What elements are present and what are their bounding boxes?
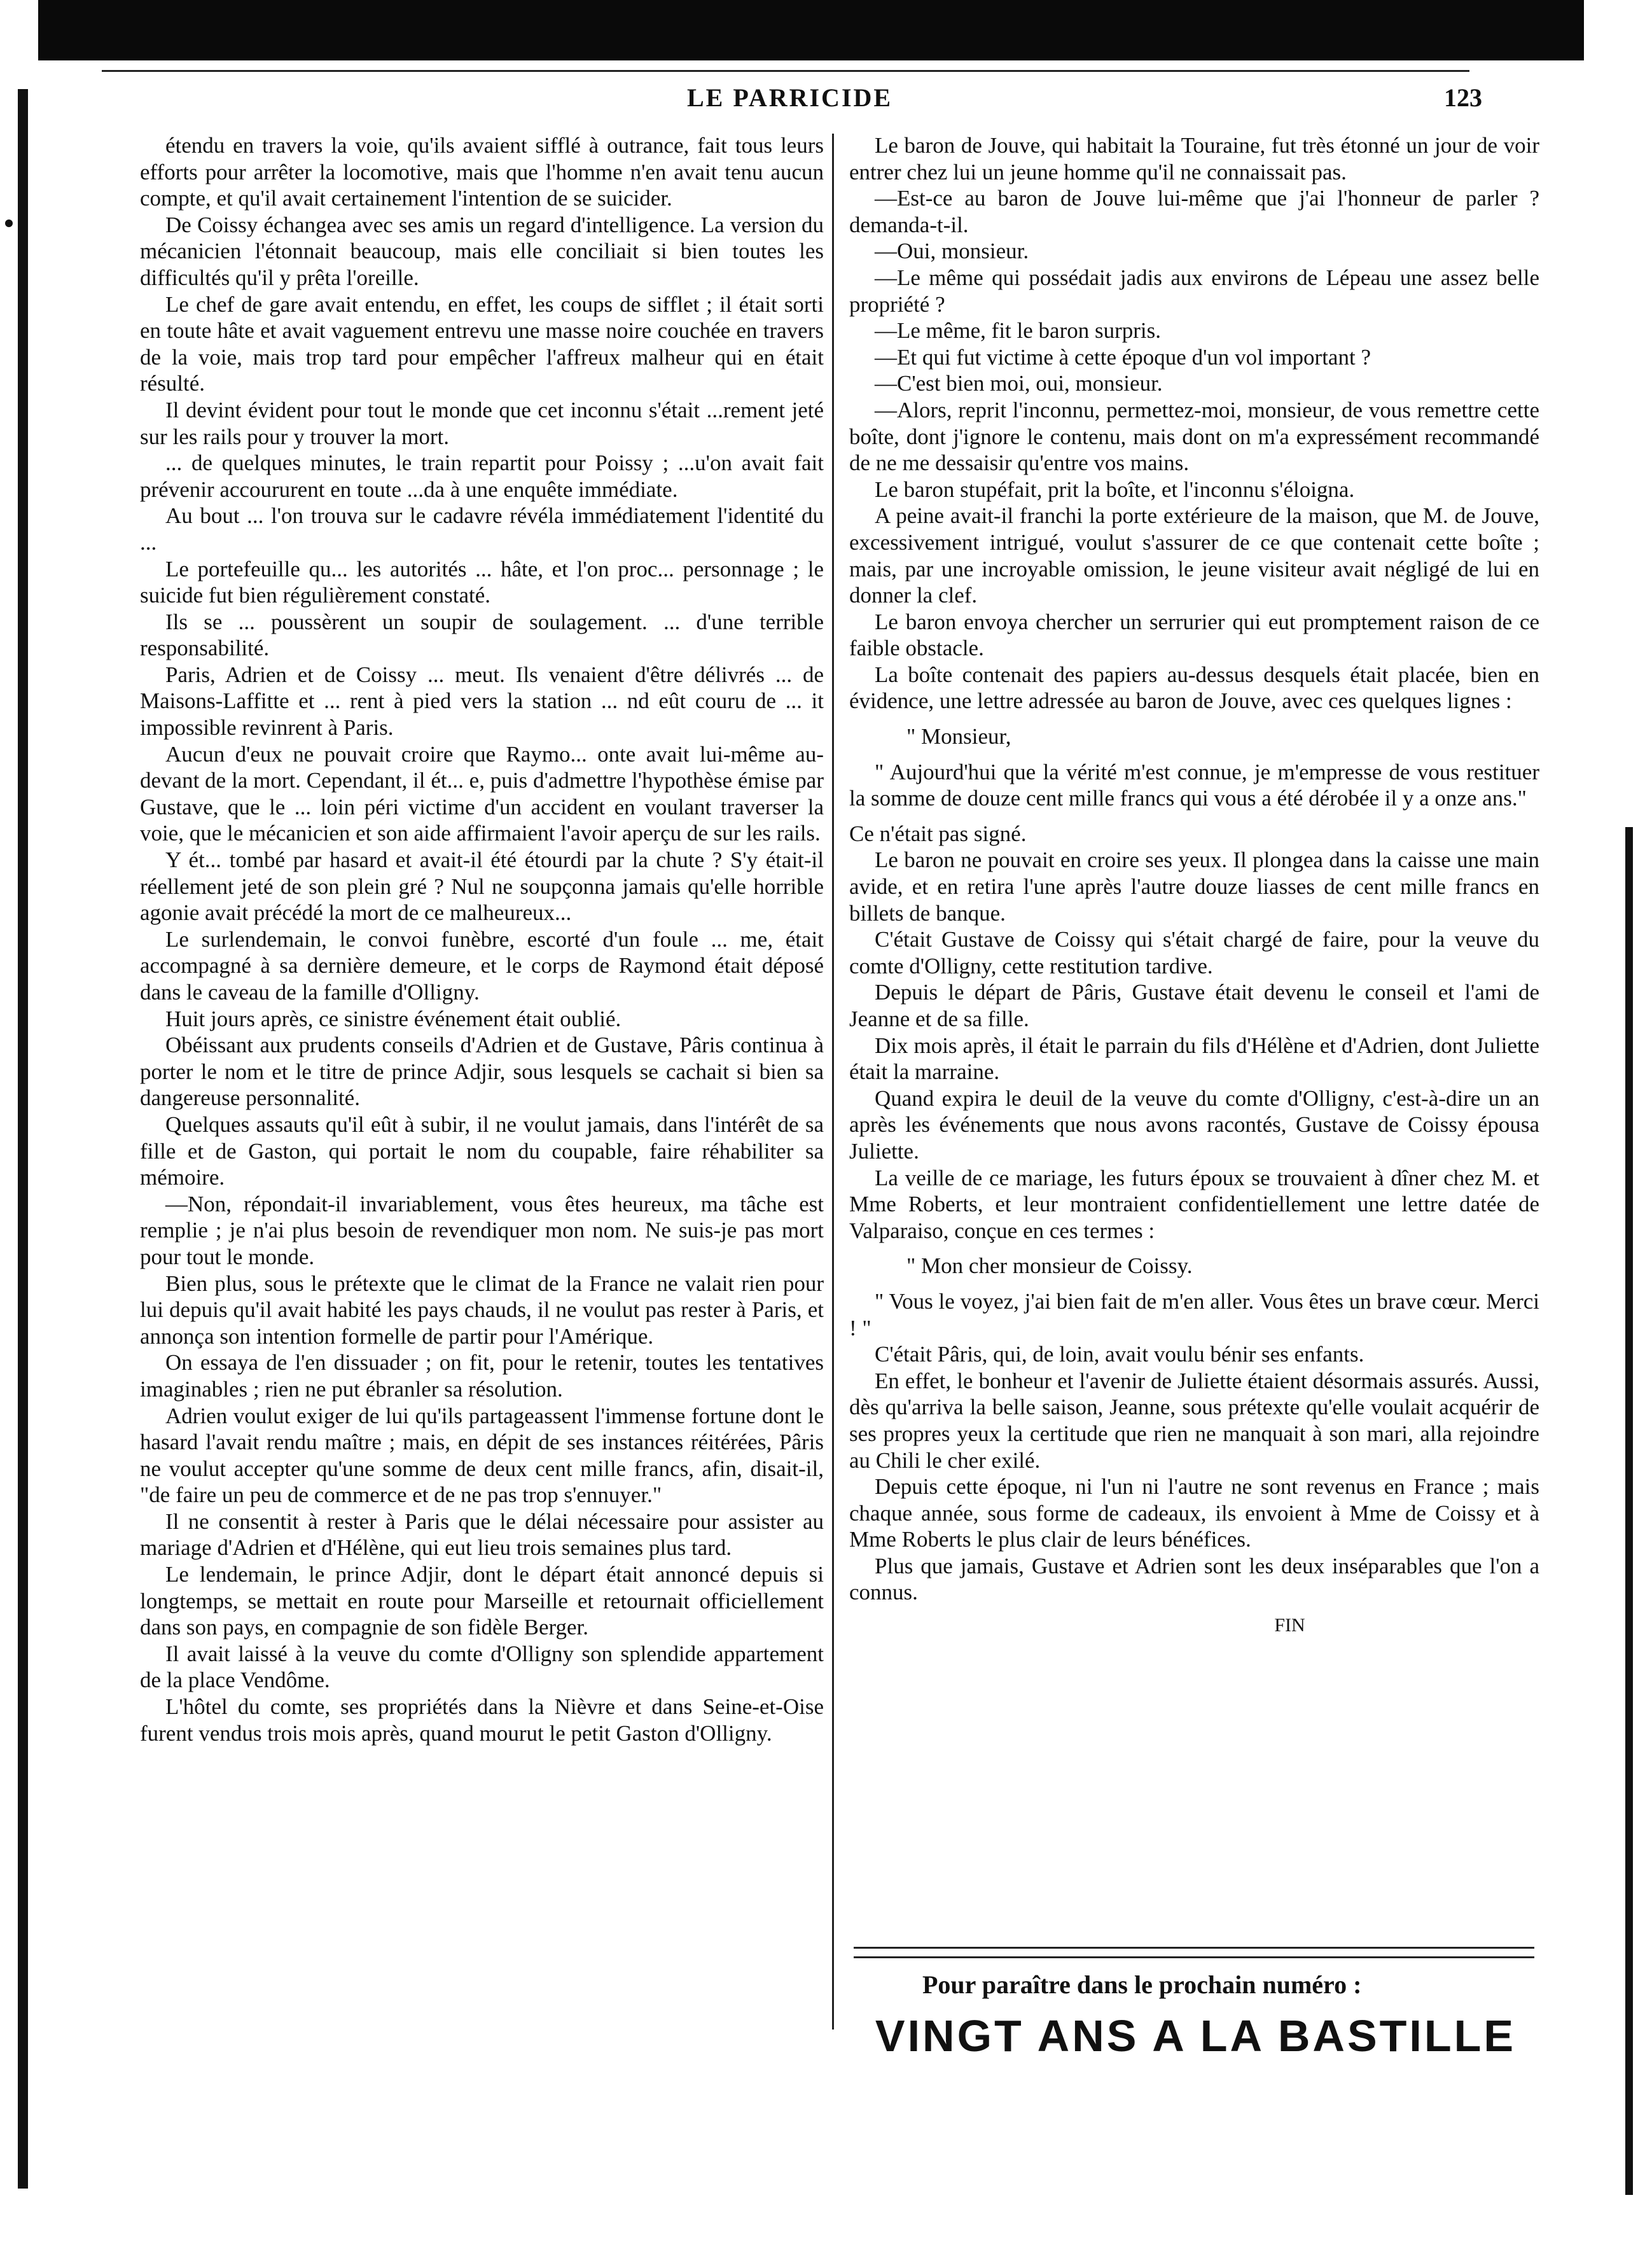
paragraph: Le baron de Jouve, qui habitait la Touraine, fut très étonné un jour de voir entrer chez lui un jeune homme qu'il ne connaissait pas.: [849, 133, 1539, 185]
paragraph: ... de quelques minutes, le train repartit pour Poissy ; ...u'on avait fait prévenir accoururent en toute ...da à une enquête immédiate.: [140, 450, 824, 502]
paragraph: Obéissant aux prudents conseils d'Adrien et de Gustave, Pâris continua à porter le nom et le titre de prince Adjir, sous lesquels se cachait si bien sa dangereuse personnalité.: [140, 1033, 824, 1111]
right-column-part-2: [849, 821, 1539, 1244]
paragraph: Bien plus, sous le prétexte que le climat de la France ne valait rien pour lui depuis qu'il avait habité les pays chauds, il ne voulut pas rester à Paris, et annonça son intention formelle de partir pour l'Amérique.: [140, 1271, 824, 1349]
scan-left-edge: [18, 89, 28, 2189]
header-rule: [102, 70, 1469, 72]
scan-speck: [5, 219, 13, 227]
paragraph: Paris, Adrien et de Coissy ... meut. Ils venaient d'être délivrés ... de Maisons-Laffitte et ... rent à pied vers la station ... nd eût couru de ... it impossible revinrent à Paris.: [140, 662, 824, 741]
paragraph: C'était Gustave de Coissy qui s'était chargé de faire, pour la veuve du comte d'Olligny, cette restitution tardive.: [849, 927, 1539, 978]
right-column-part-3: [849, 1341, 1539, 1606]
paragraph: —Non, répondait-il invariablement, vous êtes heureux, ma tâche est remplie ; je n'ai plus besoin de revendiquer mon nom. Ne suis-je pas mort pour tout le monde.: [140, 1191, 824, 1269]
letter-2-body: " Vous le voyez, j'ai bien fait de m'en aller. Vous êtes un brave cœur. Merci ! ": [849, 1288, 1539, 1340]
running-title: LE PARRICIDE: [687, 83, 893, 112]
left-column: [140, 132, 824, 1746]
announcement-title: VINGT ANS A LA BASTILLE: [875, 2011, 1517, 2061]
paragraph: On essaya de l'en dissuader ; on fit, pour le retenir, toutes les tentatives imaginables ; rien ne put ébranler sa résolution.: [140, 1350, 824, 1402]
announcement-rules: [854, 1947, 1534, 1958]
end-mark: FIN: [1274, 1615, 1305, 1636]
paragraph: De Coissy échangea avec ses amis un regard d'intelligence. La version du mécanicien l'étonnait beaucoup, mais elle conciliait si bien toutes les difficultés qu'il y prêta l'oreille.: [140, 212, 824, 290]
paragraph: Y ét... tombé par hasard et avait-il été étourdi par la chute ? S'y était-il réellement jeté de son plein gré ? Nul ne soupçonna jamais qu'elle horrible agonie avait précédé la mort de ce malheureux...: [140, 847, 824, 926]
scan-top-bar: [38, 0, 1584, 60]
paragraph: Il devint évident pour tout le monde que cet inconnu s'était ...rement jeté sur les rails pour y trouver la mort.: [140, 397, 824, 449]
paragraph: Il avait laissé à la veuve du comte d'Olligny son splendide appartement de la place Vendôme.: [140, 1641, 824, 1693]
paragraph: —Le même, fit le baron surpris.: [875, 318, 1162, 344]
paragraph: La veille de ce mariage, les futurs époux se trouvaient à dîner chez M. et Mme Roberts, et leur montraient confidentiellement une lettre datée de Valparaiso, conçue en ces termes :: [849, 1165, 1539, 1243]
paragraph: Depuis le départ de Pâris, Gustave était devenu le conseil et l'ami de Jeanne et de sa fille.: [849, 980, 1539, 1031]
paragraph: Le portefeuille qu... les autorités ... hâte, et l'on proc... personnage ; le suicide fut bien régulièrement constaté.: [140, 556, 824, 608]
paragraph: —Le même qui possédait jadis aux environs de Lépeau une assez belle propriété ?: [849, 265, 1539, 317]
paragraph: C'était Pâris, qui, de loin, avait voulu bénir ses enfants.: [875, 1342, 1364, 1367]
paragraph: En effet, le bonheur et l'avenir de Juliette étaient désormais assurés. Aussi, dès qu'arriva la belle saison, Jeanne, sous prétexte qu'elle voulait acquérir de ses propres yeux la certitude que rien ne manquait à son mari, alla rejoindre au Chili le cher exilé.: [849, 1368, 1539, 1473]
paragraph: —Alors, reprit l'inconnu, permettez-moi, monsieur, de vous remettre cette boîte, dont j'ignore le contenu, mais dont on m'a expressément recommandé de ne me dessaisir qu'entre vos mains.: [849, 397, 1539, 476]
paragraph: Dix mois après, il était le parrain du fils d'Hélène et d'Adrien, dont Juliette était la marraine.: [849, 1033, 1539, 1085]
paragraph: étendu en travers la voie, qu'ils avaient sifflé à outrance, fait tous leurs efforts pour arrêter la locomotive, mais que l'homme n'en avait tenu aucun compte, et qu'il avait certainement l'intention de se suicider.: [140, 133, 824, 211]
paragraph: Quelques assauts qu'il eût à subir, il ne voulut jamais, dans l'intérêt de sa fille et de Gaston, qui portait le nom du coupable, faire réhabiliter sa mémoire.: [140, 1111, 824, 1190]
paragraph: Depuis cette époque, ni l'un ni l'autre ne sont revenus en France ; mais chaque année, sous forme de cadeaux, ils envoient à Mme de Coissy et à Mme Roberts le plus clair de leurs bénéfices.: [849, 1474, 1539, 1552]
paragraph: Le surlendemain, le convoi funèbre, escorté d'un foule ... me, était accompagné à sa dernière demeure, et le corps de Raymond était déposé dans le caveau de la famille d'Olligny.: [140, 926, 824, 1005]
paragraph: Aucun d'eux ne pouvait croire que Raymo... onte avait lui-même au-devant de la mort. Cependant, il ét... e, puis d'admettre l'hypothèse émise par Gustave, que le ... loin péri victime d'un accident en voulant traverser la voie, que le mécanicien et son aide affirmaient l'avoir aperçu de sur les rails.: [140, 741, 824, 846]
paragraph: Ce n'était pas signé.: [849, 821, 1027, 846]
paragraph: Le baron stupéfait, prit la boîte, et l'inconnu s'éloigna.: [875, 477, 1355, 502]
paragraph: Le chef de gare avait entendu, en effet, les coups de sifflet ; il était sorti en toute hâte et avait vaguement entrevu une masse noire couchée en travers de la voie, mais trop tard pour empêcher l'affreux malheur qui en était résulté.: [140, 291, 824, 396]
letter-1-body: " Aujourd'hui que la vérité m'est connue, je m'empresse de vous restituer la somme de douze cent mille francs qui vous a été dérobée il y a onze ans.": [849, 759, 1539, 811]
letter-2-salutation: " Mon cher monsieur de Coissy.: [906, 1253, 1193, 1279]
paragraph: La boîte contenait des papiers au-dessus desquels était placée, bien en évidence, une lettre adressée au baron de Jouve, avec ces quelques lignes :: [849, 662, 1539, 714]
paragraph: —Oui, monsieur.: [875, 239, 1029, 264]
paragraph: Le baron ne pouvait en croire ses yeux. Il plongea dans la caisse une main avide, et en retira l'une après l'autre douze liasses de cent mille francs en billets de banque.: [849, 847, 1539, 926]
paragraph: Au bout ... l'on trouva sur le cadavre révéla immédiatement l'identité du ...: [140, 503, 824, 555]
paragraph: —Et qui fut victime à cette époque d'un vol important ?: [875, 344, 1371, 370]
announcement-label: Pour paraître dans le prochain numéro :: [922, 1970, 1362, 1999]
scan-right-edge: [1625, 827, 1633, 2195]
paragraph: Le baron envoya chercher un serrurier qui eut promptement raison de ce faible obstacle.: [849, 609, 1539, 661]
paragraph: A peine avait-il franchi la porte extérieure de la maison, que M. de Jouve, excessivement intrigué, voulut s'assurer de ce que contenait cette boîte ; mais, par une incroyable omission, le jeune visiteur avait négligé de lui en donner la clef.: [849, 503, 1539, 608]
paragraph: Plus que jamais, Gustave et Adrien sont les deux inséparables que l'on a connus.: [849, 1553, 1539, 1605]
letter-1-salutation: " Monsieur,: [906, 724, 1011, 749]
paragraph: —C'est bien moi, oui, monsieur.: [875, 371, 1163, 396]
right-column-part-1: [849, 132, 1539, 714]
paragraph: Le lendemain, le prince Adjir, dont le départ était annoncé depuis si longtemps, se mettait en route pour Marseille et retournait officiellement dans son pays, en compagnie de son fidèle Berger.: [140, 1562, 824, 1640]
right-column: [849, 132, 1539, 1639]
paragraph: Quand expira le deuil de la veuve du comte d'Olligny, c'est-à-dire un an après les événements que nous avons racontés, Gustave de Coissy épousa Juliette.: [849, 1085, 1539, 1164]
paragraph: L'hôtel du comte, ses propriétés dans la Nièvre et dans Seine-et-Oise furent vendus trois mois après, quand mourut le petit Gaston d'Olligny.: [140, 1694, 824, 1746]
page-number: 123: [1444, 83, 1482, 112]
paragraph: —Est-ce au baron de Jouve lui-même que j'ai l'honneur de parler ? demanda-t-il.: [849, 186, 1539, 237]
paragraph: Huit jours après, ce sinistre événement était oublié.: [165, 1006, 621, 1031]
paragraph: Adrien voulut exiger de lui qu'ils partageassent l'immense fortune dont le hasard l'avait rendu maître ; mais, en dépit de ses instances réitérées, Pâris ne voulut accepter qu'une somme de deux cent mille francs, afin, disait-il, "de faire un peu de commerce et de ne pas trop s'ennuyer.": [140, 1403, 824, 1508]
paragraph: Ils se ... poussèrent un soupir de soulagement. ... d'une terrible responsabilité.: [140, 609, 824, 661]
column-rule: [832, 134, 834, 2030]
paragraph: Il ne consentit à rester à Paris que le délai nécessaire pour assister au mariage d'Adrien et d'Hélène, qui eut lieu trois semaines plus tard.: [140, 1508, 824, 1561]
newspaper-page: [102, 64, 1539, 2131]
